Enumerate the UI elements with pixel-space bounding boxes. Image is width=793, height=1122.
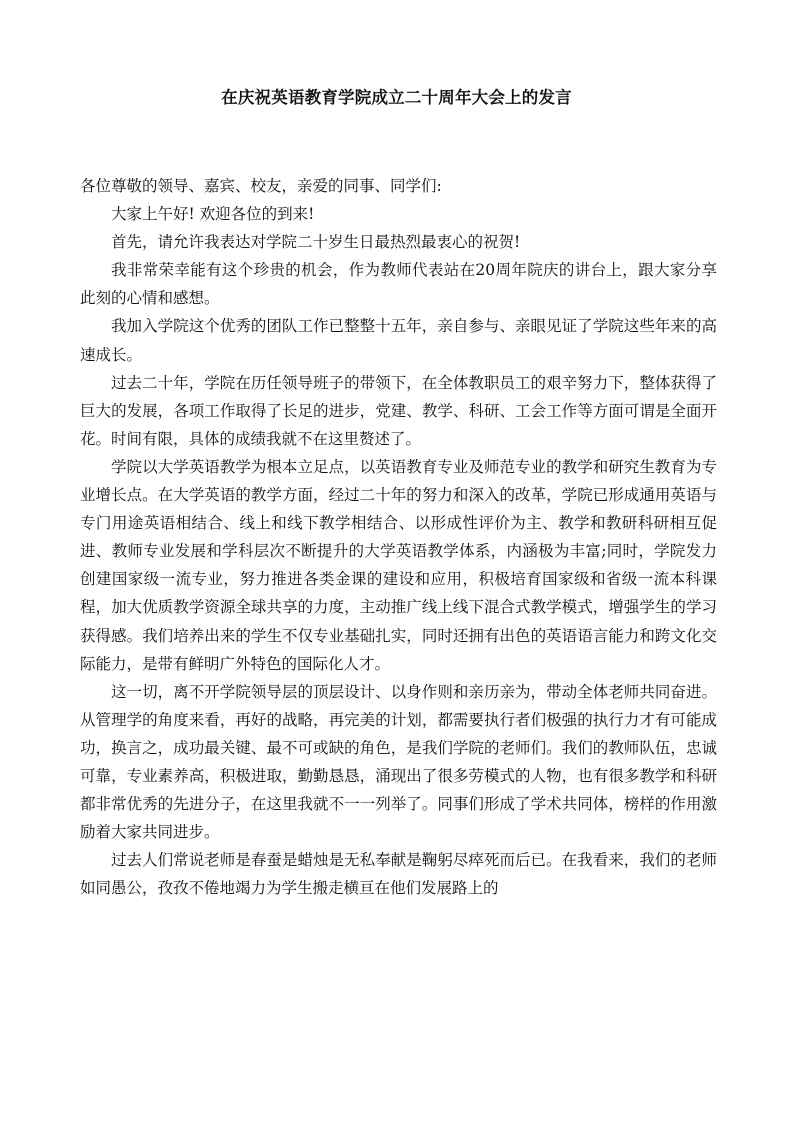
salutation: 各位尊敬的领导、嘉宾、校友，亲爱的同事、同学们: [80, 177, 442, 195]
paragraph-twenty-years: 过去二十年，学院在历任领导班子的带领下，在全体教职员工的艰辛努力下，整体获得了巨大的发展，各项工作取得了长足的进步，党建、教学、科研、工会工作等方面可谓是全面开花。时间有限，具体的成绩我就不在这里赘述了。 [80, 373, 717, 448]
paragraph-leadership: 这一切，离不开学院领导层的顶层设计、以身作则和亲历亲为，带动全体老师共同奋进。从管理学的角度来看，再好的战略，再完美的计划，都需要执行者们极强的执行力才有可能成功，换言之，成功最关键、最不可或缺的角色，是我们学院的老师们。我们的教师队伍，忠诚可靠，专业素养高，积极进取，勤勤恳恳，涌现出了很多劳模式的人物，也有很多教学和科研都非常优秀的先进分子，在这里我就不一一列举了。同事们形成了学术共同体，榜样的作用激励着大家共同进步。 [80, 682, 717, 842]
paragraph-teaching: 学院以大学英语教学为根本立足点，以英语教育专业及师范专业的教学和研究生教育为专业增长点。在大学英语的教学方面，经过二十年的努力和深入的改革，学院已形成通用英语与专门用途英语相结合、线上和线下教学相结合、以形成性评价为主、教学和教研科研相互促进、教师专业发展和学科层次不断提升的大学英语教学体系，内涵极为丰富;同时，学院发力创建国家级一流专业，努力推进各类金课的建设和应用，积极培育国家级和省级一流本科课程，加大优质教学资源全球共享的力度，主动推广线上线下混合式教学模式，增强学生的学习获得感。我们培养出来的学生不仅专业基础扎实，同时还拥有出色的英语语言能力和跨文化交际能力，是带有鲜明广外特色的国际化人才。 [80, 457, 717, 673]
paragraph-honored: 我非常荣幸能有这个珍贵的机会，作为教师代表站在20周年院庆的讲台上，跟大家分享此刻的心情和感想。 [80, 261, 717, 308]
paragraph-congratulation: 首先，请允许我表达对学院二十岁生日最热烈最衷心的祝贺! [111, 233, 521, 252]
paragraph-fifteen-years: 我加入学院这个优秀的团队工作已整整十五年，亲自参与、亲眼见证了学院这些年来的高速成长。 [80, 317, 717, 364]
paragraph-teachers: 过去人们常说老师是春蚕是蜡烛是无私奉献是鞠躬尽瘁死而后已。在我看来，我们的老师如同愚公，孜孜不倦地竭力为学生搬走横亘在他们发展路上的 [80, 851, 717, 898]
document-title: 在庆祝英语教育学院成立二十周年大会上的发言 [221, 88, 572, 107]
document-body [80, 172, 717, 902]
paragraph-greeting: 大家上午好! 欢迎各位的到来! [111, 205, 315, 224]
